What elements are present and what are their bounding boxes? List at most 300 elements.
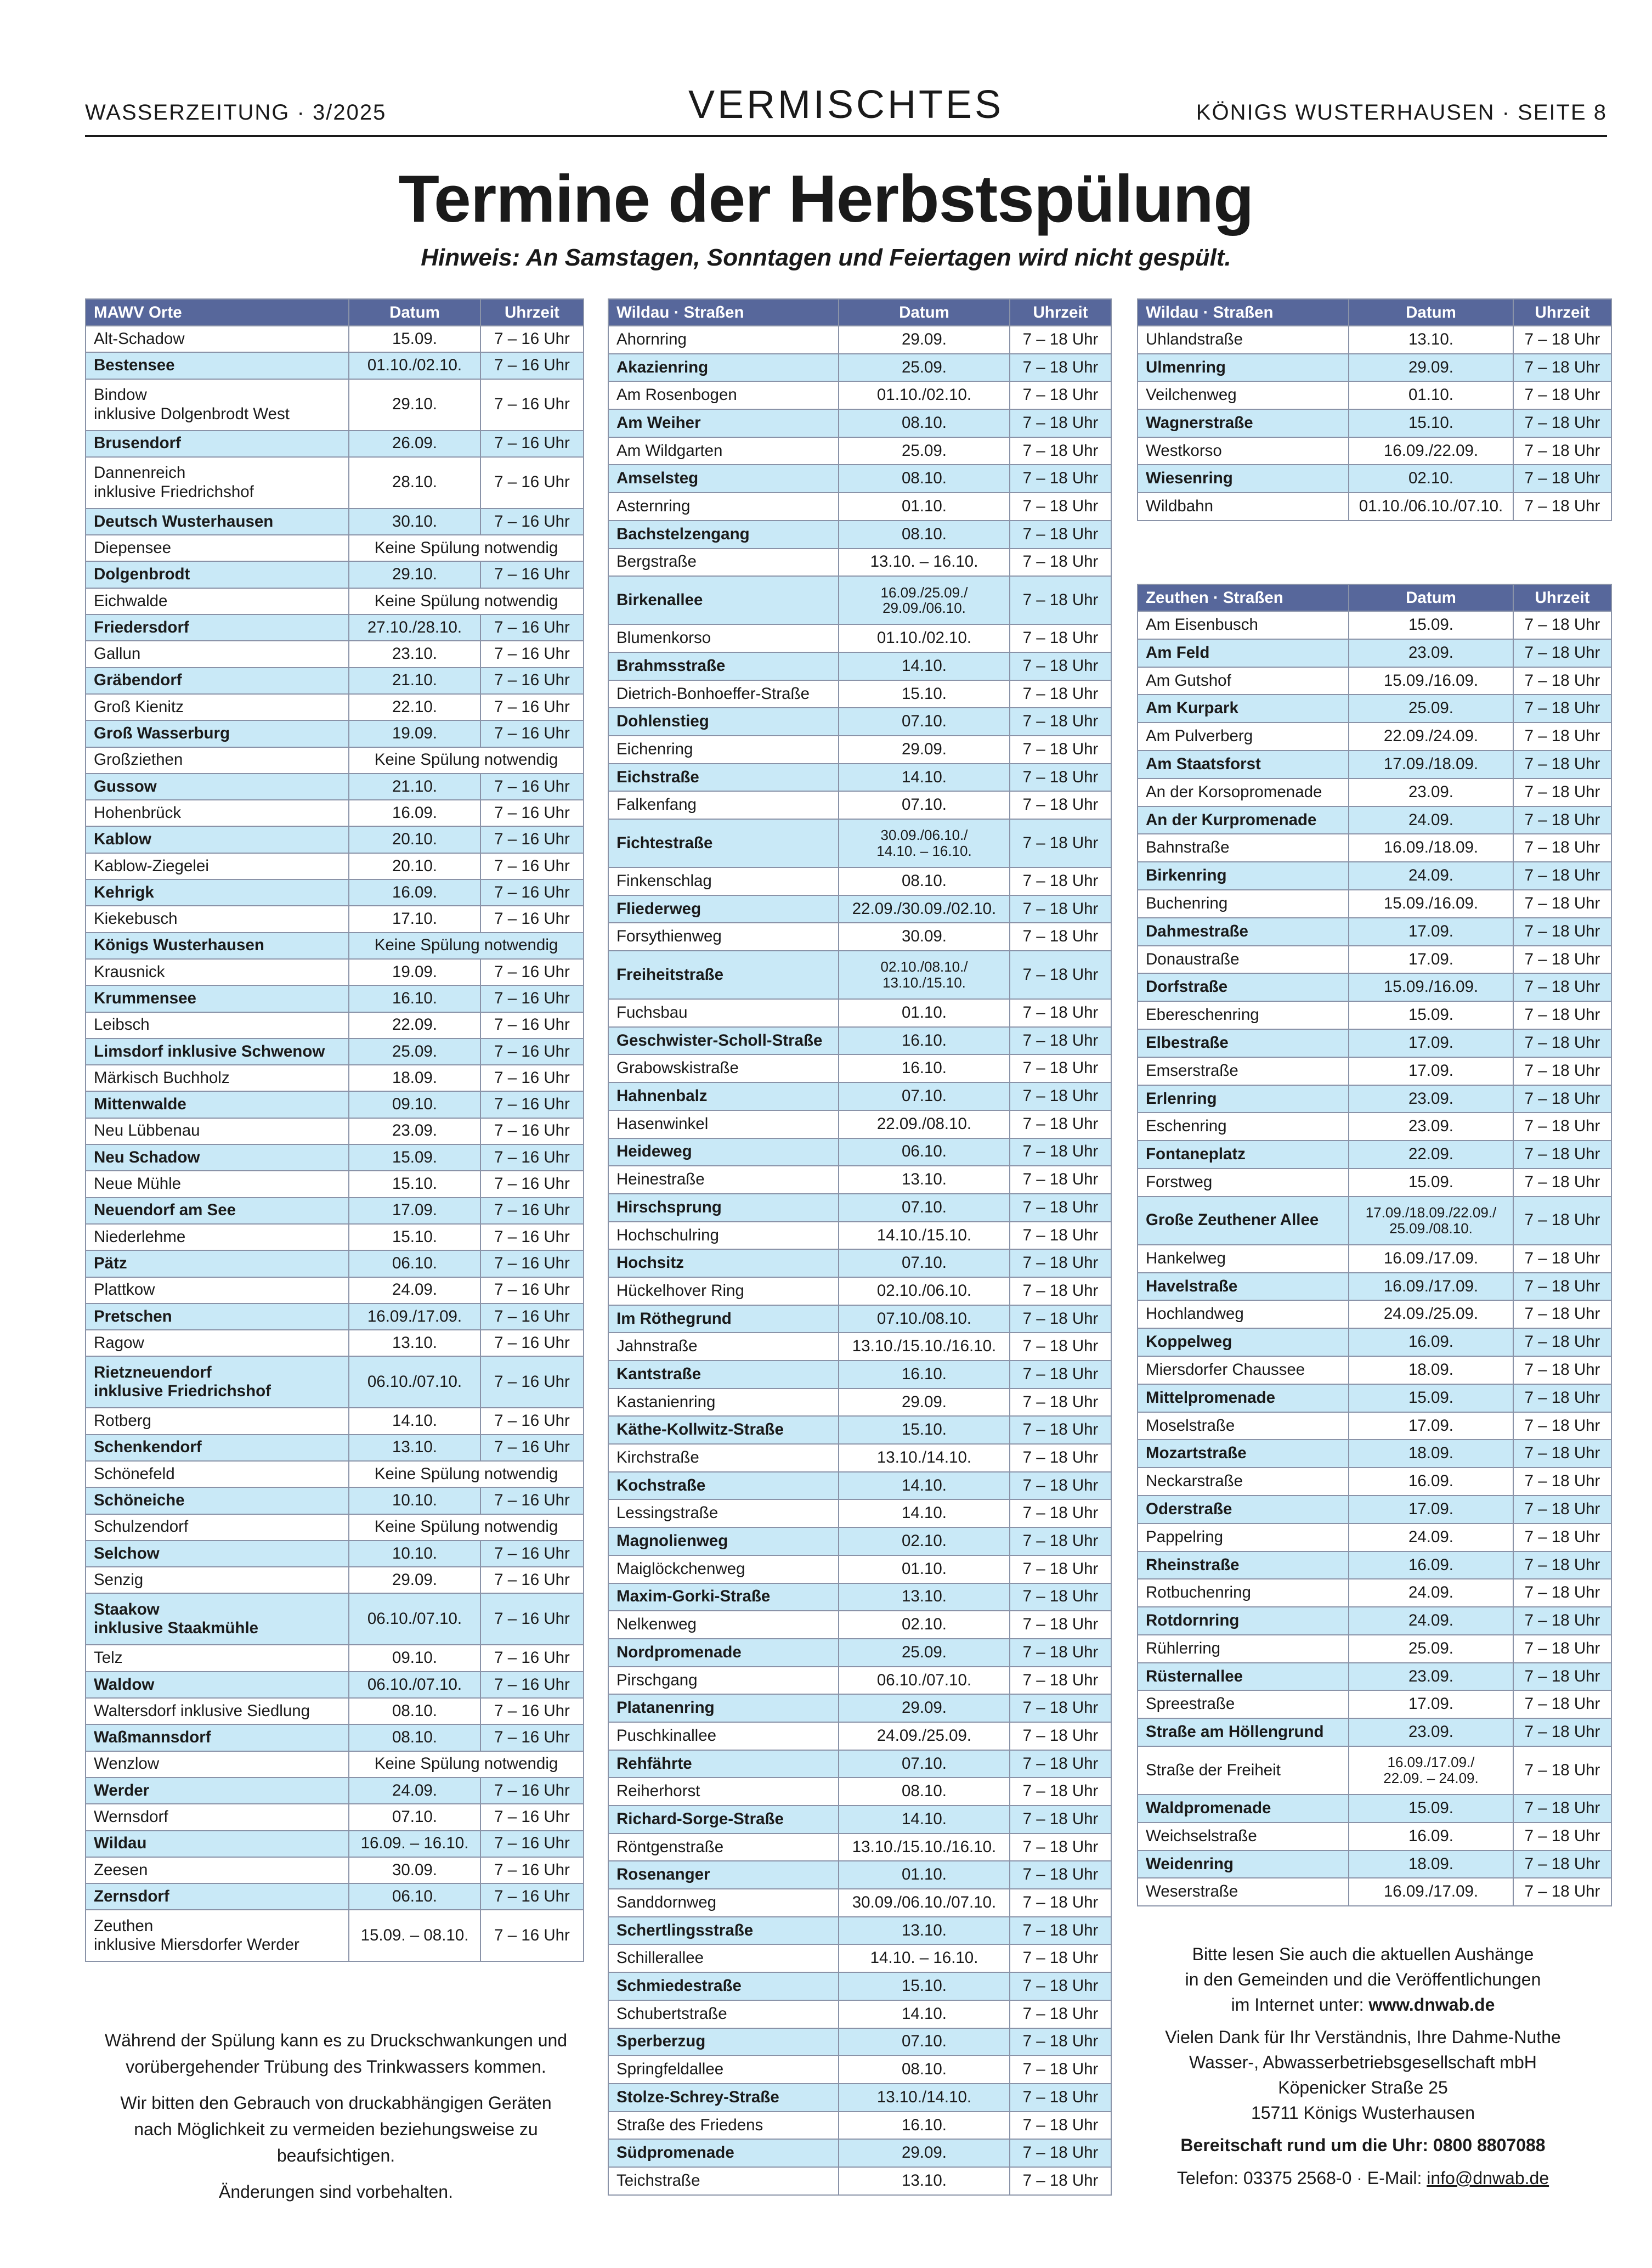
table-row (86, 509, 584, 535)
place-name: Selchow (86, 1541, 349, 1567)
place-name: Wiesenring (1138, 465, 1349, 493)
table-row (1138, 1850, 1611, 1878)
place-name: Veilchenweg (1138, 381, 1349, 409)
table-row (86, 561, 584, 588)
no-flushing-note: Keine Spülung notwendig (349, 535, 584, 561)
flush-time: 7 – 18 Uhr (1010, 1389, 1111, 1417)
place-name: Diepensee (86, 535, 349, 561)
flush-time: 7 – 18 Uhr (1010, 1416, 1111, 1444)
table-row (86, 352, 584, 379)
table-row (608, 1806, 1111, 1833)
flush-time: 7 – 18 Uhr (1010, 1305, 1111, 1333)
zeuthen-streets-table (1137, 584, 1612, 1906)
table-row (608, 1917, 1111, 1945)
flush-date: 07.10. (349, 1804, 480, 1830)
flush-time: 7 – 18 Uhr (1513, 1552, 1611, 1579)
flush-date: 16.09. (1349, 1468, 1513, 1496)
note-pressure: Während der Spülung kann es zu Druckschwankungen und vorübergehender Trübung des Trinkwassers kommen. (104, 2030, 568, 2077)
place-name: Rotbuchenring (1138, 1579, 1349, 1607)
table-row (608, 895, 1111, 923)
flush-date: 22.10. (349, 694, 480, 720)
flush-date: 21.10. (349, 774, 480, 800)
flush-time: 7 – 18 Uhr (1513, 1823, 1611, 1850)
table-row (86, 1330, 584, 1356)
table-row (1138, 695, 1611, 723)
flush-date: 17.09. (1349, 918, 1513, 946)
wildau-streets-table-continued (1137, 298, 1612, 521)
table-row (1138, 946, 1611, 974)
table-row (86, 1593, 584, 1645)
contact-line: Telefon: 03375 2568-0 · E-Mail: info@dnwab.de (1176, 2168, 1549, 2188)
table-row (1138, 1300, 1611, 1328)
flush-time: 7 – 18 Uhr (1010, 465, 1111, 493)
table-row (1138, 723, 1611, 751)
col-header-datum: Datum (1349, 299, 1513, 326)
place-name: Werder (86, 1778, 349, 1804)
place-name: Krausnick (86, 959, 349, 985)
table-row (86, 457, 584, 509)
col-header-datum: Datum (839, 299, 1010, 326)
flush-date: 07.10./08.10. (839, 1305, 1010, 1333)
place-name: Zernsdorf (86, 1883, 349, 1910)
flush-time: 7 – 16 Uhr (480, 1171, 584, 1197)
flush-date: 14.10. (349, 1408, 480, 1434)
flush-date: 29.10. (349, 379, 480, 431)
flush-date: 25.09. (839, 437, 1010, 465)
flush-time: 7 – 18 Uhr (1010, 437, 1111, 465)
table-row (608, 819, 1111, 867)
table-row (608, 521, 1111, 549)
table-row (608, 409, 1111, 437)
place-name: Neckarstraße (1138, 1468, 1349, 1496)
flush-time: 7 – 16 Uhr (480, 1091, 584, 1118)
place-name: Hochsitz (608, 1249, 839, 1277)
flush-time: 7 – 16 Uhr (480, 1144, 584, 1171)
flush-time: 7 – 16 Uhr (480, 1883, 584, 1910)
table-row (608, 549, 1111, 577)
table-row (1138, 1579, 1611, 1607)
table-row (608, 1277, 1111, 1305)
website-link[interactable]: www.dnwab.de (1368, 1994, 1495, 2015)
flush-date: 14.10. (839, 1806, 1010, 1833)
table-row (608, 1472, 1111, 1500)
place-name: Jahnstraße (608, 1333, 839, 1361)
flush-time: 7 – 18 Uhr (1010, 1527, 1111, 1555)
flush-time: 7 – 16 Uhr (480, 1356, 584, 1408)
table-row (86, 933, 584, 959)
table-row (608, 1249, 1111, 1277)
flush-date: 25.09. (1349, 695, 1513, 723)
table-row (608, 1944, 1111, 1972)
flush-time: 7 – 18 Uhr (1513, 1300, 1611, 1328)
place-name: Leibsch (86, 1012, 349, 1039)
flush-date: 24.09. (1349, 1579, 1513, 1607)
table-row (608, 1667, 1111, 1695)
flush-time: 7 – 18 Uhr (1010, 326, 1111, 354)
flush-date: 16.10. (839, 2112, 1010, 2140)
table-row (1138, 1524, 1611, 1552)
flush-time: 7 – 18 Uhr (1010, 867, 1111, 895)
flush-date: 02.10. (1349, 465, 1513, 493)
contact-line: in den Gemeinden und die Veröffentlichungen (1185, 1969, 1541, 1989)
place-name: Asternring (608, 493, 839, 521)
flush-date: 15.09./16.09. (1349, 890, 1513, 918)
flush-date: 29.10. (349, 561, 480, 588)
place-name: Gräbendorf (86, 668, 349, 694)
flush-date: 07.10. (839, 1249, 1010, 1277)
place-name: Dohlenstieg (608, 708, 839, 736)
table-row (86, 1698, 584, 1724)
table-row (608, 1361, 1111, 1389)
flush-date: 19.09. (349, 959, 480, 985)
table-row (1138, 1356, 1611, 1384)
flush-date: 30.09./06.10./ 14.10. – 16.10. (839, 819, 1010, 867)
flush-date: 29.09. (839, 1694, 1010, 1722)
place-name: Schertlingsstraße (608, 1917, 839, 1945)
place-name: Königs Wusterhausen (86, 933, 349, 959)
flush-date: 13.10. – 16.10. (839, 549, 1010, 577)
place-name: Bindow inklusive Dolgenbrodt West (86, 379, 349, 431)
table-row (608, 1778, 1111, 1806)
flush-time: 7 – 16 Uhr (480, 826, 584, 853)
place-name: Kirchstraße (608, 1444, 839, 1472)
place-name: Kastanienring (608, 1389, 839, 1417)
flush-date: 22.09. (349, 1012, 480, 1039)
table-row (1138, 1412, 1611, 1440)
place-name: Wildbahn (1138, 493, 1349, 521)
table-row (608, 680, 1111, 708)
flush-date: 06.10. (349, 1250, 480, 1277)
place-name: Brusendorf (86, 431, 349, 457)
place-name: Oderstraße (1138, 1496, 1349, 1524)
place-name: Neuendorf am See (86, 1198, 349, 1224)
place-name: Staakow inklusive Staakmühle (86, 1593, 349, 1645)
flush-time: 7 – 18 Uhr (1513, 973, 1611, 1001)
flush-date: 06.10./07.10. (349, 1672, 480, 1698)
place-name: Kablow-Ziegelei (86, 853, 349, 879)
flush-date: 14.10. (839, 1499, 1010, 1527)
flush-date: 14.10./15.10. (839, 1222, 1010, 1250)
flush-time: 7 – 18 Uhr (1513, 667, 1611, 695)
flush-time: 7 – 18 Uhr (1010, 521, 1111, 549)
flush-date: 30.10. (349, 509, 480, 535)
flush-time: 7 – 18 Uhr (1010, 1806, 1111, 1833)
flush-time: 7 – 18 Uhr (1010, 895, 1111, 923)
flush-time: 7 – 18 Uhr (1513, 493, 1611, 521)
flush-time: 7 – 18 Uhr (1513, 1524, 1611, 1552)
place-name: Ulmenring (1138, 354, 1349, 382)
flush-time: 7 – 16 Uhr (480, 379, 584, 431)
table-row (608, 791, 1111, 819)
table-row (1138, 1635, 1611, 1663)
place-name: Pirschgang (608, 1667, 839, 1695)
flush-date: 30.09. (839, 923, 1010, 951)
flush-date: 13.10. (1349, 326, 1513, 354)
no-flushing-note: Keine Spülung notwendig (349, 1514, 584, 1541)
table-row (608, 1639, 1111, 1667)
place-name: Hohenbrück (86, 800, 349, 826)
table-row (608, 1861, 1111, 1889)
flush-date: 08.10. (839, 409, 1010, 437)
table-row (608, 2056, 1111, 2084)
flush-date: 08.10. (839, 521, 1010, 549)
place-name: Dorfstraße (1138, 973, 1349, 1001)
flush-time: 7 – 18 Uhr (1010, 1944, 1111, 1972)
place-name: Weserstraße (1138, 1878, 1349, 1906)
table-row (1138, 1057, 1611, 1085)
contact-info (1116, 1942, 1610, 2191)
table-row (608, 1527, 1111, 1555)
flush-time: 7 – 18 Uhr (1513, 1440, 1611, 1468)
table-row (86, 1567, 584, 1593)
flush-time: 7 – 18 Uhr (1513, 1468, 1611, 1496)
table-row (608, 652, 1111, 680)
flush-date: 16.09./17.09. (1349, 1245, 1513, 1273)
flush-date: 17.09. (1349, 946, 1513, 974)
flush-date: 15.09. (1349, 1795, 1513, 1823)
contact-line: Köpenicker Straße 25 (1278, 2077, 1448, 2097)
place-name: Neu Lübbenau (86, 1118, 349, 1144)
contact-line: Vielen Dank für Ihr Verständnis, Ihre Dahme-Nuthe (1165, 2027, 1561, 2047)
flush-time: 7 – 18 Uhr (1010, 680, 1111, 708)
place-name: Kochstraße (608, 1472, 839, 1500)
table-row (86, 1645, 584, 1671)
flush-time: 7 – 18 Uhr (1513, 1273, 1611, 1301)
hint-text: Hinweis: An Samstagen, Sonntagen und Feiertagen wird nicht gespült. (421, 244, 1231, 271)
flush-time: 7 – 18 Uhr (1010, 1110, 1111, 1138)
table-row (608, 951, 1111, 999)
table-row (86, 1910, 584, 1961)
flush-time: 7 – 18 Uhr (1513, 1412, 1611, 1440)
table-row (608, 2167, 1111, 2195)
flush-date: 13.10./14.10. (839, 1444, 1010, 1472)
flush-time: 7 – 16 Uhr (480, 1198, 584, 1224)
flush-time: 7 – 16 Uhr (480, 614, 584, 641)
flush-time: 7 – 18 Uhr (1010, 2167, 1111, 2195)
flush-time: 7 – 18 Uhr (1513, 1029, 1611, 1057)
flush-date: 16.09. (1349, 1328, 1513, 1356)
table-row (86, 1224, 584, 1250)
place-name: Straße des Friedens (608, 2112, 839, 2140)
flush-time: 7 – 18 Uhr (1010, 1555, 1111, 1583)
flush-time: 7 – 16 Uhr (480, 1778, 584, 1804)
place-name: Spreestraße (1138, 1690, 1349, 1718)
email-link[interactable]: info@dnwab.de (1427, 2168, 1549, 2188)
place-name: An der Kurpromenade (1138, 806, 1349, 834)
place-name: Rühlerring (1138, 1635, 1349, 1663)
flush-time: 7 – 18 Uhr (1513, 862, 1611, 890)
flush-time: 7 – 16 Uhr (480, 1250, 584, 1277)
flush-time: 7 – 18 Uhr (1010, 381, 1111, 409)
flush-date: 25.09. (839, 354, 1010, 382)
flush-time: 7 – 16 Uhr (480, 1304, 584, 1330)
place-name: Waldpromenade (1138, 1795, 1349, 1823)
flush-date: 16.09. (1349, 1552, 1513, 1579)
flush-date: 17.09. (1349, 1057, 1513, 1085)
flush-date: 17.09. (1349, 1029, 1513, 1057)
flush-time: 7 – 18 Uhr (1010, 1166, 1111, 1194)
flush-time: 7 – 18 Uhr (1513, 1850, 1611, 1878)
flush-time: 7 – 16 Uhr (480, 326, 584, 352)
flush-date: 15.09. (349, 1144, 480, 1171)
flush-date: 06.10. (349, 1883, 480, 1910)
table-row (86, 1541, 584, 1567)
flush-time: 7 – 16 Uhr (480, 1012, 584, 1039)
place-name: Forstweg (1138, 1169, 1349, 1197)
flush-date: 18.09. (349, 1065, 480, 1091)
flush-time: 7 – 18 Uhr (1513, 1001, 1611, 1029)
table-row (608, 1833, 1111, 1861)
table-row (86, 1461, 584, 1487)
flush-date: 13.10./15.10./16.10. (839, 1333, 1010, 1361)
masthead-issue: WASSERZEITUNG · 3/2025 (85, 100, 387, 125)
flush-time: 7 – 18 Uhr (1513, 723, 1611, 751)
place-name: Niederlehme (86, 1224, 349, 1250)
flush-time: 7 – 18 Uhr (1010, 764, 1111, 792)
flush-time: 7 – 16 Uhr (480, 800, 584, 826)
flush-date: 08.10. (839, 2056, 1010, 2084)
table-row (608, 1611, 1111, 1639)
table-row (86, 1091, 584, 1118)
flush-time: 7 – 16 Uhr (480, 1408, 584, 1434)
table-row (1138, 890, 1611, 918)
flush-date: 24.09. (349, 1277, 480, 1304)
place-name: Rietzneuendorf inklusive Friedrichshof (86, 1356, 349, 1408)
place-name: Westkorso (1138, 437, 1349, 465)
table-row (608, 1166, 1111, 1194)
place-name: Am Eisenbusch (1138, 611, 1349, 639)
table-row (1138, 667, 1611, 695)
table-row (86, 668, 584, 694)
place-name: Sanddornweg (608, 1889, 839, 1917)
flush-time: 7 – 16 Uhr (480, 1487, 584, 1514)
place-name: Hasenwinkel (608, 1110, 839, 1138)
place-name: Miersdorfer Chaussee (1138, 1356, 1349, 1384)
flush-date: 01.10./02.10. (839, 624, 1010, 652)
flush-date: 13.10./15.10./16.10. (839, 1833, 1010, 1861)
flush-time: 7 – 16 Uhr (480, 1593, 584, 1645)
col-header-uhrzeit: Uhrzeit (480, 299, 584, 326)
flush-time: 7 – 16 Uhr (480, 1698, 584, 1724)
flush-date: 24.09. (1349, 1607, 1513, 1635)
place-name: Kablow (86, 826, 349, 853)
table-row (608, 465, 1111, 493)
flush-date: 25.09. (349, 1039, 480, 1065)
flush-date: 16.09./22.09. (1349, 437, 1513, 465)
table-row (86, 800, 584, 826)
flush-date: 01.10. (839, 1555, 1010, 1583)
table-row (1138, 1085, 1611, 1113)
table-row (1138, 326, 1611, 354)
flush-date: 07.10. (839, 1750, 1010, 1778)
flush-date: 02.10./08.10./ 13.10./15.10. (839, 951, 1010, 999)
place-name: Schönefeld (86, 1461, 349, 1487)
flush-time: 7 – 16 Uhr (480, 509, 584, 535)
flush-date: 16.09. (1349, 1823, 1513, 1850)
flush-time: 7 – 18 Uhr (1513, 409, 1611, 437)
flush-date: 08.10. (839, 1778, 1010, 1806)
place-name: Straße der Freiheit (1138, 1746, 1349, 1795)
flush-time: 7 – 18 Uhr (1010, 576, 1111, 624)
flush-time: 7 – 18 Uhr (1010, 1861, 1111, 1889)
flush-date: 02.10. (839, 1611, 1010, 1639)
place-name: Magnolienweg (608, 1527, 839, 1555)
place-name: Plattkow (86, 1277, 349, 1304)
table-row (608, 1889, 1111, 1917)
table-row (608, 1027, 1111, 1055)
flush-time: 7 – 18 Uhr (1010, 652, 1111, 680)
place-name: Am Staatsforst (1138, 751, 1349, 778)
flush-time: 7 – 16 Uhr (480, 352, 584, 379)
table-row (608, 2084, 1111, 2112)
flush-time: 7 – 18 Uhr (1010, 1138, 1111, 1166)
flush-date: 18.09. (1349, 1356, 1513, 1384)
table-row (608, 576, 1111, 624)
place-name: Am Wildgarten (608, 437, 839, 465)
table-row (86, 1804, 584, 1830)
place-name: Bergstraße (608, 549, 839, 577)
place-name: Groß Kienitz (86, 694, 349, 720)
flush-date: 15.09. (1349, 1169, 1513, 1197)
flush-date: 10.10. (349, 1541, 480, 1567)
flush-time: 7 – 16 Uhr (480, 668, 584, 694)
flush-date: 10.10. (349, 1487, 480, 1514)
col-header-strasse: Wildau · Straßen (608, 299, 839, 326)
flush-time: 7 – 18 Uhr (1513, 1690, 1611, 1718)
place-name: Käthe-Kollwitz-Straße (608, 1416, 839, 1444)
flush-date: 14.10. (839, 2000, 1010, 2028)
table-row (86, 1857, 584, 1883)
flush-time: 7 – 18 Uhr (1010, 1277, 1111, 1305)
flush-time: 7 – 18 Uhr (1010, 923, 1111, 951)
table-row (86, 1831, 584, 1857)
flush-time: 7 – 18 Uhr (1513, 890, 1611, 918)
table-row (608, 764, 1111, 792)
flush-time: 7 – 18 Uhr (1513, 1245, 1611, 1273)
flush-time: 7 – 18 Uhr (1513, 1384, 1611, 1412)
place-name: Gussow (86, 774, 349, 800)
place-name: Friedersdorf (86, 614, 349, 641)
flush-date: 06.10./07.10. (839, 1667, 1010, 1695)
place-name: Schillerallee (608, 1944, 839, 1972)
place-name: Hirschsprung (608, 1194, 839, 1222)
flush-time: 7 – 16 Uhr (480, 1672, 584, 1698)
col-header-ort: MAWV Orte (86, 299, 349, 326)
flush-time: 7 – 18 Uhr (1513, 1635, 1611, 1663)
table-row (608, 1054, 1111, 1082)
place-name: Nordpromenade (608, 1639, 839, 1667)
place-name: Maiglöckchenweg (608, 1555, 839, 1583)
place-name: Heideweg (608, 1138, 839, 1166)
table-row (608, 354, 1111, 382)
flush-time: 7 – 18 Uhr (1010, 1889, 1111, 1917)
place-name: Dahmestraße (1138, 918, 1349, 946)
table-row (1138, 1663, 1611, 1691)
place-name: Röntgenstraße (608, 1833, 839, 1861)
flush-date: 17.09. (349, 1198, 480, 1224)
place-name: Neue Mühle (86, 1171, 349, 1197)
flush-time: 7 – 18 Uhr (1010, 1972, 1111, 2000)
table-row (86, 1065, 584, 1091)
place-name: Uhlandstraße (1138, 326, 1349, 354)
table-row (1138, 1496, 1611, 1524)
table-row (1138, 834, 1611, 862)
flush-date: 15.10. (1349, 409, 1513, 437)
flush-time: 7 – 16 Uhr (480, 1567, 584, 1593)
flush-time: 7 – 18 Uhr (1010, 1778, 1111, 1806)
flush-date: 13.10. (839, 2167, 1010, 2195)
table-row (86, 1171, 584, 1197)
